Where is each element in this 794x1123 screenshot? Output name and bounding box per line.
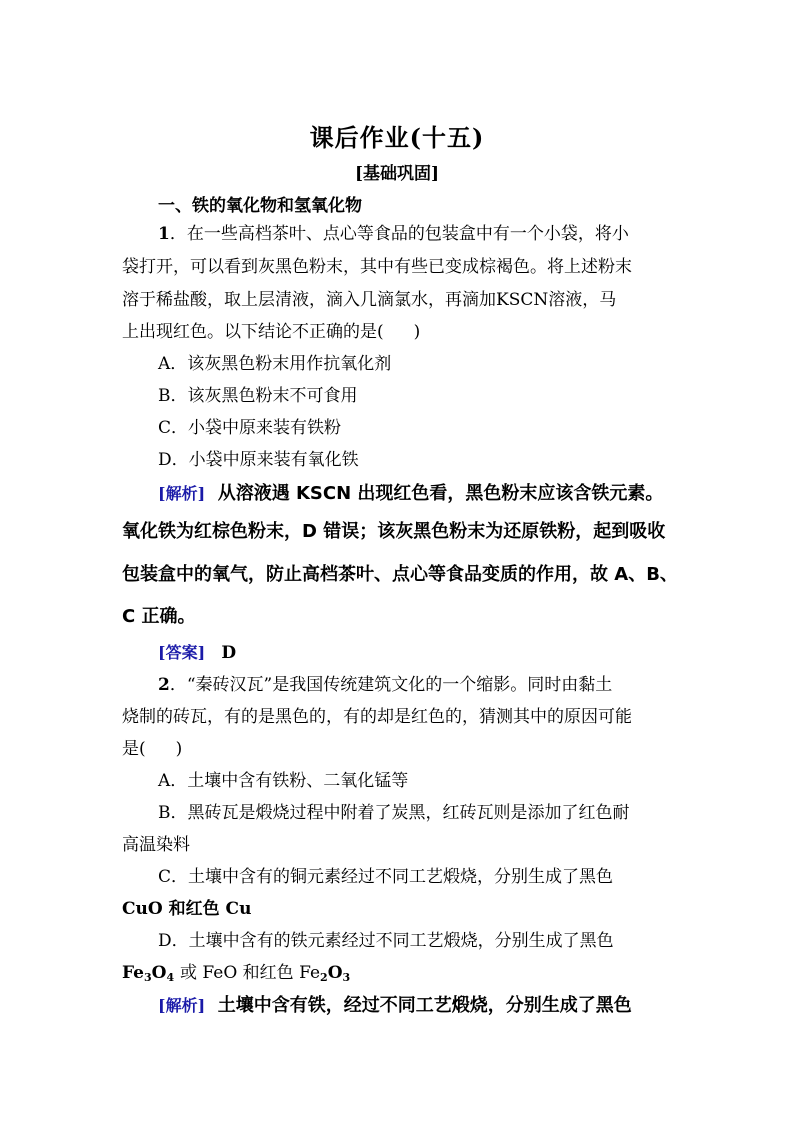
q2-option-b-line-2: 高温染料 bbox=[122, 835, 190, 855]
q2-line-2: 烧制的砖瓦，有的是黑色的，有的却是红色的，猜测其中的原因可能 bbox=[122, 707, 632, 727]
q1-answer: [答案] D bbox=[158, 643, 237, 663]
q1-line-4: 上出现红色。以下结论不正确的是( ) bbox=[122, 322, 421, 342]
q1-analysis-line-1: [解析] 从溶液遇 KSCN 出现红色看，黑色粉末应该含铁元素。 bbox=[158, 483, 664, 504]
q1-line-3: 溶于稀盐酸，取上层清液，滴入几滴氯水，再滴加KSCN溶液，马 bbox=[122, 290, 617, 310]
q1-analysis-line-2: 氧化铁为红棕色粉末，D 错误；该灰黑色粉末为还原铁粉，起到吸收 bbox=[122, 521, 666, 542]
q1-analysis-line-4: C 正确。 bbox=[122, 606, 196, 627]
topic-heading: 一、铁的氧化物和氢氧化物 bbox=[158, 196, 362, 216]
q1-option-c: C．小袋中原来装有铁粉 bbox=[158, 418, 342, 438]
section-label: [基础巩固] bbox=[354, 164, 440, 184]
q2-option-b-line-1: B．黑砖瓦是煅烧过程中附着了炭黑，红砖瓦则是添加了红色耐 bbox=[158, 803, 630, 823]
q1-option-b: B．该灰黑色粉末不可食用 bbox=[158, 386, 358, 406]
q2-line-3: 是( ) bbox=[122, 739, 183, 759]
q2-option-d-line-1: D．土壤中含有的铁元素经过不同工艺煅烧，分别生成了黑色 bbox=[158, 931, 614, 951]
q2-option-c-line-2: CuO 和红色 Cu bbox=[122, 899, 252, 919]
q1-line-2: 袋打开，可以看到灰黑色粉末，其中有些已变成棕褐色。将上述粉末 bbox=[122, 257, 632, 277]
q2-option-a: A．土壤中含有铁粉、二氧化锰等 bbox=[158, 771, 409, 791]
q1-line-1: 1．在一些高档茶叶、点心等食品的包装盒中有一个小袋，将小 bbox=[158, 224, 629, 244]
q2-option-d-line-2: $Fe_3O_4$ 或 FeO 和红色 $Fe_2O_3$ bbox=[122, 963, 351, 984]
q1-option-d: D．小袋中原来装有氧化铁 bbox=[158, 450, 359, 470]
q2-line-1: 2．“秦砖汉瓦”是我国传统建筑文化的一个缩影。同时由黏土 bbox=[158, 675, 613, 695]
q1-option-a: A．该灰黑色粉末用作抗氧化剂 bbox=[158, 354, 392, 374]
q2-analysis-line-1: [解析] 土壤中含有铁，经过不同工艺煅烧，分别生成了黑色 bbox=[158, 995, 632, 1016]
q1-analysis-line-3: 包装盒中的氧气，防止高档茶叶、点心等食品变质的作用，故 A、B、 bbox=[122, 564, 678, 585]
q2-option-c-line-1: C．土壤中含有的铜元素经过不同工艺煅烧，分别生成了黑色 bbox=[158, 867, 614, 887]
page-title: 课后作业(十五) bbox=[309, 123, 485, 152]
